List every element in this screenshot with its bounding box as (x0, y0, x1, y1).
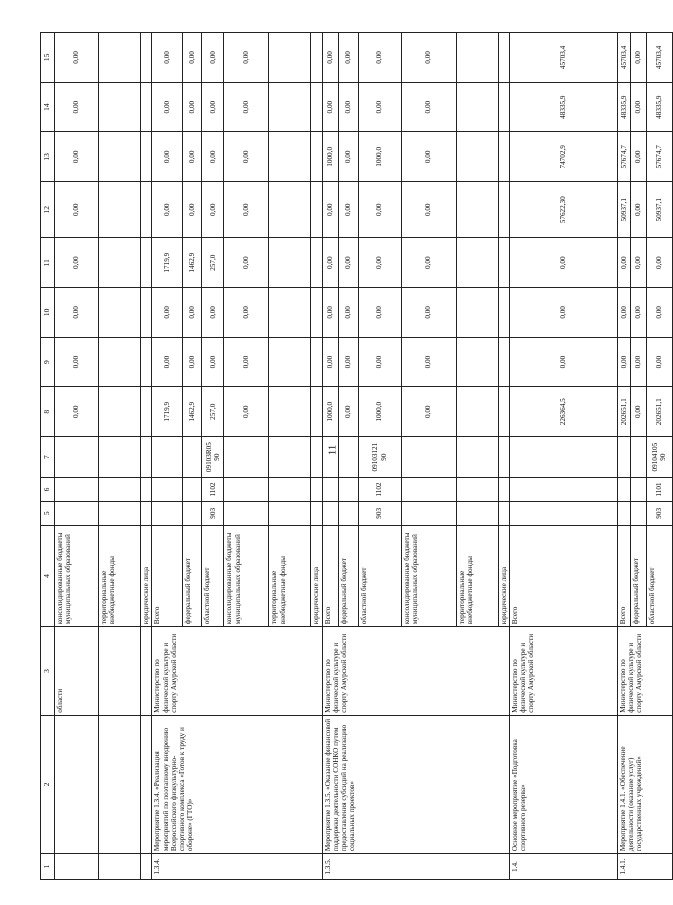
cell-col-10: 0,00 (322, 288, 338, 338)
cell-col-8: 202651,1 (646, 387, 672, 437)
cell-col-5: 903 (646, 501, 672, 525)
cell-col-9: 0,00 (401, 337, 456, 387)
cell-col-12 (141, 182, 152, 238)
cell-col-11: 0,00 (338, 238, 358, 288)
cell-col-11 (269, 238, 311, 288)
cell-col-8: 1462,9 (183, 387, 202, 437)
col-number-cell: 9 (41, 337, 55, 387)
cell-col-15: 0,00 (152, 33, 183, 83)
cell-col-4: консолидированные бюджеты муниципальных образований (224, 525, 269, 627)
cell-col-7 (183, 437, 202, 478)
cell-col-9: 0,00 (322, 337, 338, 387)
cell-col-15: 0,00 (224, 33, 269, 83)
cell-col-3: Министерство по физической культуре и спорту Амурской области (617, 627, 672, 716)
cell-col-12 (311, 182, 322, 238)
cell-col-5 (55, 501, 99, 525)
cell-col-6 (338, 478, 358, 502)
cell-col-6 (99, 478, 141, 502)
cell-col-7 (152, 437, 183, 478)
cell-col-2: Мероприятие 1.4.1. «Обеспечение деятельности (оказание услуг) государственных учреждений» (617, 715, 672, 853)
cell-col-5 (617, 501, 630, 525)
cell-col-9 (456, 337, 498, 387)
cell-col-3: Министерство по физической культуре и спорту Амурской области (152, 627, 322, 716)
cell-col-10 (311, 288, 322, 338)
cell-col-13: 0,00 (224, 132, 269, 182)
cell-col-1 (141, 854, 152, 880)
cell-col-11 (456, 238, 498, 288)
cell-col-9: 0,00 (630, 337, 646, 387)
cell-col-11 (311, 238, 322, 288)
cell-col-11 (99, 238, 141, 288)
cell-col-12: 57622,30 (509, 182, 617, 238)
cell-col-7 (269, 437, 311, 478)
cell-col-11: 1462,9 (183, 238, 202, 288)
cell-col-11: 0,00 (322, 238, 338, 288)
cell-col-7 (456, 437, 498, 478)
cell-col-15: 0,00 (630, 33, 646, 83)
cell-col-15: 0,00 (322, 33, 338, 83)
cell-col-8: 0,00 (224, 387, 269, 437)
cell-col-4: территориальные внебюджетные фонды (269, 525, 311, 627)
cell-col-9 (269, 337, 311, 387)
cell-col-10: 0,00 (152, 288, 183, 338)
col-number-cell: 4 (41, 525, 55, 627)
cell-col-4: юридические лица (498, 525, 509, 627)
cell-col-9 (311, 337, 322, 387)
cell-col-9: 0,00 (509, 337, 617, 387)
col-number-cell: 6 (41, 478, 55, 502)
cell-col-14: 48335,9 (617, 82, 630, 132)
cell-col-9: 0,00 (617, 337, 630, 387)
cell-col-13: 57674,7 (617, 132, 630, 182)
cell-col-10: 0,00 (630, 288, 646, 338)
col-number-cell: 7 (41, 437, 55, 478)
col-number-cell: 8 (41, 387, 55, 437)
cell-col-3: области (55, 627, 99, 716)
cell-col-14 (456, 82, 498, 132)
cell-col-1 (55, 854, 99, 880)
cell-col-7 (311, 437, 322, 478)
cell-col-6 (311, 478, 322, 502)
cell-col-7 (99, 437, 141, 478)
cell-col-13: 0,00 (630, 132, 646, 182)
cell-col-5: 903 (202, 501, 224, 525)
cell-col-8 (498, 387, 509, 437)
cell-col-3: Министерство по физической культуре и спорту Амурской области (509, 627, 617, 716)
cell-col-15: 0,00 (401, 33, 456, 83)
cell-col-2 (141, 715, 152, 853)
cell-col-4: областной бюджет (358, 525, 401, 627)
cell-col-14: 0,00 (183, 82, 202, 132)
cell-col-4: территориальные внебюджетные фонды (456, 525, 498, 627)
cell-col-6 (456, 478, 498, 502)
cell-col-14: 0,00 (224, 82, 269, 132)
cell-col-15 (311, 33, 322, 83)
cell-col-8: 202651,1 (617, 387, 630, 437)
page-number: 11 (326, 444, 338, 456)
cell-col-1: 1.4. (509, 854, 617, 880)
cell-col-8 (311, 387, 322, 437)
cell-col-9: 0,00 (224, 337, 269, 387)
cell-col-4: федеральный бюджет (630, 525, 646, 627)
cell-col-4: Всего (509, 525, 617, 627)
cell-col-8 (456, 387, 498, 437)
col-number-cell: 3 (41, 627, 55, 716)
cell-col-10: 0,00 (183, 288, 202, 338)
cell-col-13: 74702,9 (509, 132, 617, 182)
cell-col-1 (99, 854, 141, 880)
cell-col-7 (141, 437, 152, 478)
cell-col-10: 0,00 (55, 288, 99, 338)
cell-col-4: Всего (617, 525, 630, 627)
table-row (152, 33, 183, 880)
cell-col-7 (338, 437, 358, 478)
cell-col-8: 257,0 (202, 387, 224, 437)
cell-col-6 (141, 478, 152, 502)
cell-col-15 (269, 33, 311, 83)
cell-col-7 (617, 437, 630, 478)
cell-col-13 (99, 132, 141, 182)
cell-col-14: 0,00 (322, 82, 338, 132)
cell-col-10 (141, 288, 152, 338)
cell-col-4: федеральный бюджет (183, 525, 202, 627)
cell-col-11: 1719,9 (152, 238, 183, 288)
cell-col-7: 09103R05 90 (202, 437, 224, 478)
cell-col-5 (141, 501, 152, 525)
col-number-cell: 5 (41, 501, 55, 525)
cell-col-14: 0,00 (202, 82, 224, 132)
cell-col-8: 0,00 (630, 387, 646, 437)
cell-col-15: 45703,4 (509, 33, 617, 83)
cell-col-9 (498, 337, 509, 387)
cell-col-10: 0,00 (401, 288, 456, 338)
cell-col-10 (456, 288, 498, 338)
cell-col-13: 1000,0 (322, 132, 338, 182)
cell-col-3 (99, 627, 141, 716)
cell-col-5 (224, 501, 269, 525)
table-row (99, 33, 141, 880)
column-number-row (41, 33, 55, 880)
rotated-page (40, 32, 668, 880)
cell-col-9: 0,00 (152, 337, 183, 387)
cell-col-14 (99, 82, 141, 132)
cell-col-10: 0,00 (509, 288, 617, 338)
cell-col-3: Министерство по физической культуре и спорту Амурской области (322, 627, 509, 716)
cell-col-6 (401, 478, 456, 502)
cell-col-3 (141, 627, 152, 716)
cell-col-15 (99, 33, 141, 83)
cell-col-11: 0,00 (509, 238, 617, 288)
cell-col-12: 0,00 (630, 182, 646, 238)
cell-col-13 (498, 132, 509, 182)
cell-col-1: 1.4.1. (617, 854, 672, 880)
cell-col-4: юридические лица (311, 525, 322, 627)
cell-col-4: консолидированные бюджеты муниципальных образований (401, 525, 456, 627)
cell-col-14: 0,00 (55, 82, 99, 132)
cell-col-8 (141, 387, 152, 437)
cell-col-9: 0,00 (55, 337, 99, 387)
col-number-cell: 11 (41, 238, 55, 288)
cell-col-10: 0,00 (202, 288, 224, 338)
cell-col-6 (224, 478, 269, 502)
cell-col-9: 0,00 (646, 337, 672, 387)
cell-col-7 (509, 437, 617, 478)
cell-col-14 (498, 82, 509, 132)
cell-col-9: 0,00 (338, 337, 358, 387)
cell-col-15: 0,00 (358, 33, 401, 83)
table-row (509, 33, 617, 880)
col-number-cell: 14 (41, 82, 55, 132)
cell-col-13: 57674,7 (646, 132, 672, 182)
cell-col-12: 0,00 (152, 182, 183, 238)
cell-col-8: 1000,0 (322, 387, 338, 437)
cell-col-5 (99, 501, 141, 525)
cell-col-8 (99, 387, 141, 437)
cell-col-5 (456, 501, 498, 525)
cell-col-2 (99, 715, 141, 853)
cell-col-4: областной бюджет (202, 525, 224, 627)
cell-col-14: 0,00 (630, 82, 646, 132)
cell-col-5 (509, 501, 617, 525)
cell-col-15: 0,00 (202, 33, 224, 83)
cell-col-8 (269, 387, 311, 437)
cell-col-12 (99, 182, 141, 238)
cell-col-13: 0,00 (152, 132, 183, 182)
cell-col-7: 09104105 90 (646, 437, 672, 478)
cell-col-9 (141, 337, 152, 387)
cell-col-4: Всего (152, 525, 183, 627)
cell-col-1: 1.3.4. (152, 854, 322, 880)
cell-col-6 (630, 478, 646, 502)
cell-col-9: 0,00 (183, 337, 202, 387)
cell-col-7 (630, 437, 646, 478)
cell-col-15: 0,00 (183, 33, 202, 83)
table-row (141, 33, 152, 880)
col-number-cell: 12 (41, 182, 55, 238)
cell-col-12 (456, 182, 498, 238)
cell-col-6 (183, 478, 202, 502)
cell-col-6: 1102 (202, 478, 224, 502)
cell-col-6 (269, 478, 311, 502)
cell-col-5 (401, 501, 456, 525)
cell-col-13 (269, 132, 311, 182)
cell-col-4: областной бюджет (646, 525, 672, 627)
table-row (617, 33, 630, 880)
cell-col-6 (509, 478, 617, 502)
cell-col-11: 0,00 (617, 238, 630, 288)
cell-col-6: 1102 (358, 478, 401, 502)
cell-col-15 (141, 33, 152, 83)
cell-col-12: 50937,1 (646, 182, 672, 238)
cell-col-14: 0,00 (358, 82, 401, 132)
cell-col-13 (456, 132, 498, 182)
cell-col-6: 1101 (646, 478, 672, 502)
cell-col-12 (269, 182, 311, 238)
cell-col-5 (183, 501, 202, 525)
col-number-cell: 10 (41, 288, 55, 338)
cell-col-14: 0,00 (338, 82, 358, 132)
cell-col-11: 0,00 (630, 238, 646, 288)
cell-col-13 (311, 132, 322, 182)
cell-col-9 (99, 337, 141, 387)
cell-col-2: Основное мероприятие «Подготовка спортивного резерва» (509, 715, 617, 853)
cell-col-5 (338, 501, 358, 525)
cell-col-12: 0,00 (338, 182, 358, 238)
cell-col-2: Мероприятие 1.3.5. «Оказание финансовой поддержки деятельности СОНКО путем предоставления субсидий на реализацию социальных проектов» (322, 715, 509, 853)
cell-col-15 (456, 33, 498, 83)
cell-col-2: Мероприятие 1.3.4. «Реализация мероприятий по поэтапному внедрению Всероссийского физкультурно-спортивного комплекса «Готов к труду и обороне» (ГТО)» (152, 715, 322, 853)
cell-col-12: 0,00 (358, 182, 401, 238)
cell-col-14 (311, 82, 322, 132)
cell-col-4: консолидированные бюджеты муниципальных образований (55, 525, 99, 627)
cell-col-7 (498, 437, 509, 478)
cell-col-15: 45703,4 (646, 33, 672, 83)
col-number-cell: 2 (41, 715, 55, 853)
cell-col-12: 0,00 (401, 182, 456, 238)
cell-col-11: 0,00 (401, 238, 456, 288)
cell-col-13 (141, 132, 152, 182)
cell-col-10 (269, 288, 311, 338)
cell-col-4: федеральный бюджет (338, 525, 358, 627)
cell-col-6 (617, 478, 630, 502)
cell-col-4: юридические лица (141, 525, 152, 627)
cell-col-5 (322, 501, 338, 525)
cell-col-12: 0,00 (183, 182, 202, 238)
cell-col-10 (498, 288, 509, 338)
cell-col-10: 0,00 (646, 288, 672, 338)
cell-col-13: 0,00 (202, 132, 224, 182)
cell-col-6 (152, 478, 183, 502)
table-row (322, 33, 338, 880)
cell-col-11 (498, 238, 509, 288)
cell-col-12: 50937,1 (617, 182, 630, 238)
cell-col-10: 0,00 (358, 288, 401, 338)
cell-col-12: 0,00 (322, 182, 338, 238)
cell-col-7: 09103121 90 (358, 437, 401, 478)
cell-col-4: территориальные внебюджетные фонды (99, 525, 141, 627)
cell-col-11: 0,00 (358, 238, 401, 288)
cell-col-11: 257,0 (202, 238, 224, 288)
cell-col-7 (322, 437, 338, 478)
cell-col-5 (269, 501, 311, 525)
cell-col-10: 0,00 (224, 288, 269, 338)
cell-col-5 (152, 501, 183, 525)
col-number-cell: 13 (41, 132, 55, 182)
cell-col-8: 0,00 (401, 387, 456, 437)
cell-col-5 (311, 501, 322, 525)
cell-col-7 (55, 437, 99, 478)
cell-col-13: 0,00 (55, 132, 99, 182)
col-number-cell: 15 (41, 33, 55, 83)
cell-col-15: 0,00 (338, 33, 358, 83)
cell-col-11 (141, 238, 152, 288)
cell-col-12 (498, 182, 509, 238)
cell-col-9: 0,00 (358, 337, 401, 387)
col-number-cell: 1 (41, 854, 55, 880)
table-body (55, 33, 673, 880)
cell-col-7 (401, 437, 456, 478)
cell-col-5: 903 (358, 501, 401, 525)
cell-col-15: 45703,4 (617, 33, 630, 83)
cell-col-11: 0,00 (224, 238, 269, 288)
cell-col-7 (224, 437, 269, 478)
cell-col-13: 0,00 (183, 132, 202, 182)
cell-col-12: 0,00 (224, 182, 269, 238)
cell-col-12: 0,00 (55, 182, 99, 238)
cell-col-1: 1.3.5. (322, 854, 509, 880)
cell-col-8: 0,00 (55, 387, 99, 437)
cell-col-6 (55, 478, 99, 502)
cell-col-6 (498, 478, 509, 502)
cell-col-8: 0,00 (338, 387, 358, 437)
cell-col-14: 48335,9 (646, 82, 672, 132)
cell-col-13: 0,00 (401, 132, 456, 182)
cell-col-4: Всего (322, 525, 338, 627)
cell-col-11: 0,00 (646, 238, 672, 288)
cell-col-9: 0,00 (202, 337, 224, 387)
cell-col-14: 48335,9 (509, 82, 617, 132)
cell-col-15 (498, 33, 509, 83)
cell-col-2 (55, 715, 99, 853)
cell-col-5 (498, 501, 509, 525)
cell-col-10 (99, 288, 141, 338)
cell-col-14: 0,00 (152, 82, 183, 132)
cell-col-15: 0,00 (55, 33, 99, 83)
cell-col-12: 0,00 (202, 182, 224, 238)
cell-col-14 (269, 82, 311, 132)
cell-col-13: 0,00 (338, 132, 358, 182)
cell-col-14 (141, 82, 152, 132)
cell-col-8: 1000,0 (358, 387, 401, 437)
cell-col-11: 0,00 (55, 238, 99, 288)
cell-col-8: 226364,5 (509, 387, 617, 437)
cell-col-5 (630, 501, 646, 525)
cell-col-10: 0,00 (617, 288, 630, 338)
cell-col-10: 0,00 (338, 288, 358, 338)
table-row (55, 33, 99, 880)
cell-col-6 (322, 478, 338, 502)
budget-table (40, 32, 673, 880)
cell-col-8: 1719,9 (152, 387, 183, 437)
cell-col-14: 0,00 (401, 82, 456, 132)
cell-col-13: 1000,0 (358, 132, 401, 182)
